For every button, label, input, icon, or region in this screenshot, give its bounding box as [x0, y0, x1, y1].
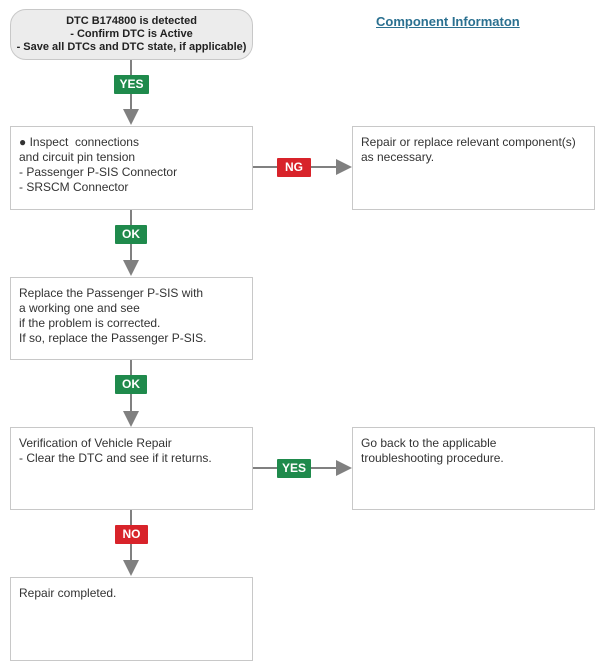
step-verification-of-vehicle-repair	[10, 427, 253, 510]
arrowhead-step4	[123, 560, 139, 576]
step-repair-or-replace	[352, 126, 595, 210]
ok-badge: OK	[115, 225, 147, 244]
step3-line-2: - Clear the DTC and see if it returns.	[19, 451, 212, 465]
yes-badge: YES	[114, 75, 149, 94]
step-go-back-troubleshooting	[352, 427, 595, 510]
step-replace-passenger-psis	[10, 277, 253, 360]
step3-line-1: Verification of Vehicle Repair	[19, 436, 172, 450]
yes-line-1: Go back to the applicable	[361, 436, 497, 450]
arrowhead-step1	[123, 109, 139, 125]
start-line-2: - Confirm DTC is Active	[70, 28, 193, 40]
arrowhead-step3	[123, 411, 139, 427]
ng-line-2: as necessary.	[361, 150, 435, 164]
ng-line-1: Repair or replace relevant component(s)	[361, 135, 576, 149]
ok-badge-2: OK	[115, 375, 147, 394]
step-inspect-connections	[10, 126, 253, 210]
step4-line-1: Repair completed.	[19, 586, 117, 600]
no-badge: NO	[115, 525, 148, 544]
start-line-1: DTC B174800 is detected	[66, 15, 197, 27]
step-repair-completed	[10, 577, 253, 661]
step1-line-1: ● Inspect connections	[19, 135, 139, 149]
step1-line-3: - Passenger P-SIS Connector	[19, 165, 178, 179]
yes-line-2: troubleshooting procedure.	[361, 451, 504, 465]
step2-line-3: if the problem is corrected.	[19, 316, 161, 330]
arrowhead-step2	[123, 260, 139, 276]
start-line-3: - Save all DTCs and DTC state, if applicable)	[16, 41, 247, 53]
ng-badge: NG	[277, 158, 311, 177]
start-node-dtc-detected	[10, 9, 253, 60]
step1-line-2: and circuit pin tension	[19, 150, 136, 164]
arrowhead-ng-box	[336, 159, 352, 175]
step1-line-4: - SRSCM Connector	[19, 180, 129, 194]
component-information-link[interactable]: Component Informaton	[376, 14, 520, 29]
step2-line-1: Replace the Passenger P-SIS with	[19, 286, 204, 300]
step2-line-2: a working one and see	[19, 301, 140, 315]
arrowhead-yes-box	[336, 460, 352, 476]
step2-line-4: If so, replace the Passenger P-SIS.	[19, 331, 207, 345]
yes-badge-2: YES	[277, 459, 311, 478]
